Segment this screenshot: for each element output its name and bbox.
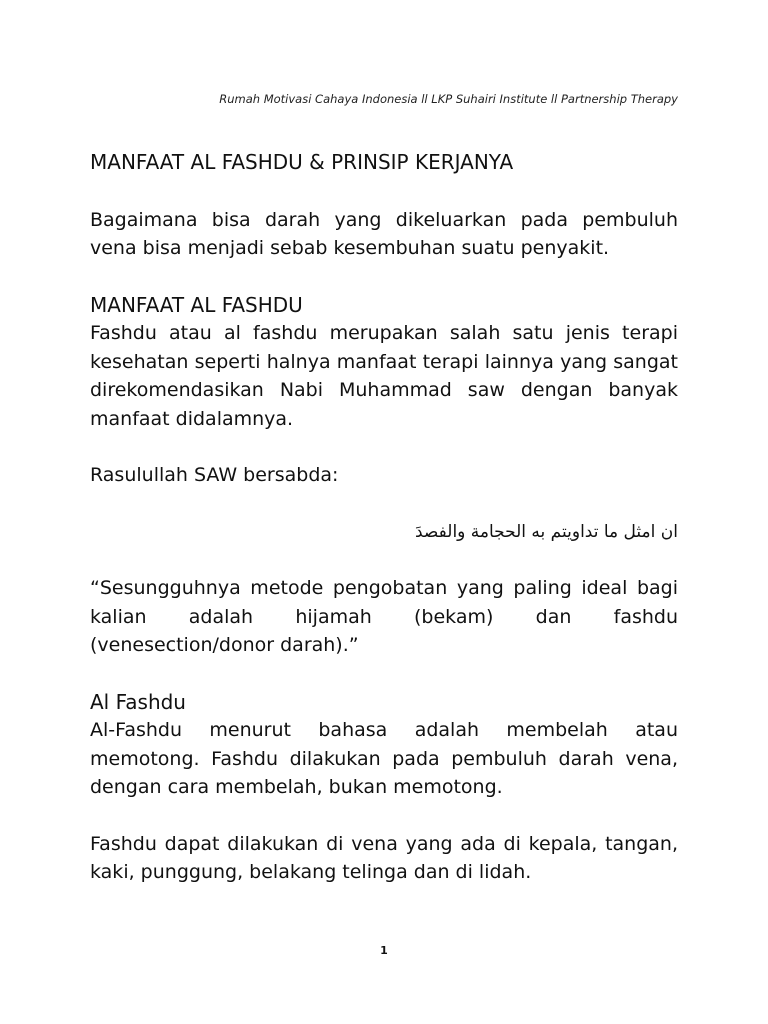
- running-header: Rumah Motivasi Cahaya Indonesia ll LKP Suhairi Institute ll Partnership Therapy: [219, 92, 678, 106]
- document-title: MANFAAT AL FASHDU & PRINSIP KERJANYA: [90, 150, 514, 174]
- section-heading-al-fashdu: Al Fashdu: [90, 689, 186, 714]
- al-fashdu-paragraph-2: Fashdu dapat dilakukan di vena yang ada di kepala, tangan, kaki, punggung, belakang telinga dan di lidah.: [90, 832, 678, 883]
- section-heading-manfaat: MANFAAT AL FASHDU: [90, 292, 303, 317]
- page-number: 1: [380, 944, 388, 957]
- document-body: [90, 148, 678, 887]
- hadith-intro: Rasulullah SAW bersabda:: [90, 464, 339, 486]
- manfaat-paragraph: Fashdu atau al fashdu merupakan salah satu jenis terapi kesehatan seperti halnya manfaat terapi lainnya yang sangat direkomendasikan Nabi Muhammad saw dengan banyak manfaat didalamnya.: [90, 322, 678, 430]
- hadith-translation: “Sesungguhnya metode pengobatan yang paling ideal bagi kalian adalah hijamah (bekam) dan fashdu (venesection/donor darah).”: [90, 577, 678, 656]
- arabic-hadith: ان امثل ما تداويتم به الحجامة والفصدَ: [415, 521, 678, 542]
- al-fashdu-paragraph-1: Al-Fashdu menurut bahasa adalah membelah atau memotong. Fashdu dilakukan pada pembuluh darah vena, dengan cara membelah, bukan memotong.: [90, 719, 678, 798]
- intro-paragraph: Bagaimana bisa darah yang dikeluarkan pada pembuluh vena bisa menjadi sebab kesembuhan suatu penyakit.: [90, 208, 678, 259]
